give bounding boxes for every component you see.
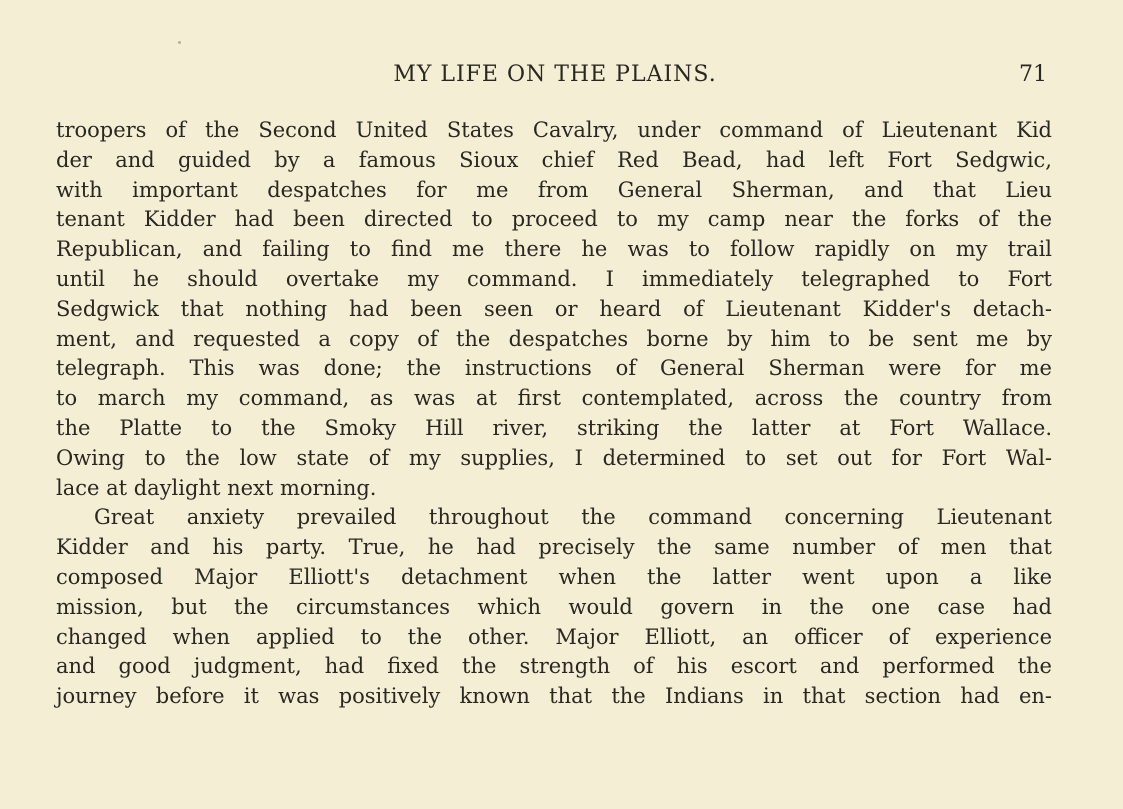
text-line: to march my command, as was at first contemplated, across the country from	[56, 386, 1052, 411]
paragraph	[56, 503, 1052, 712]
text-line: changed when applied to the other. Major Elliott, an officer of experience	[56, 624, 1052, 649]
text-line: Kidder and his party. True, he had precisely the same number of men that	[56, 535, 1052, 560]
text-line: lace at daylight next morning.	[56, 475, 377, 500]
text-line: with important despatches for me from General Sherman, and that Lieu	[56, 177, 1052, 202]
page-number: 71	[1019, 62, 1047, 87]
text-line: mission, but the circumstances which would govern in the one case had	[56, 594, 1052, 619]
text-line: and good judgment, had fixed the strength of his escort and performed the	[56, 654, 1052, 679]
text-line: telegraph. This was done; the instructions of General Sherman were for me	[56, 356, 1052, 381]
text-line: ment, and requested a copy of the despatches borne by him to be sent me by	[56, 326, 1052, 351]
text-line: journey before it was positively known that the Indians in that section had en-	[56, 684, 1052, 709]
text-line: composed Major Elliott's detachment when the latter went upon a like	[56, 564, 1052, 589]
text-line: tenant Kidder had been directed to proceed to my camp near the forks of the	[56, 207, 1052, 232]
ink-speck	[178, 41, 181, 44]
body-text	[56, 116, 1052, 712]
text-line: Owing to the low state of my supplies, I determined to set out for Fort Wal-	[56, 445, 1052, 470]
text-line: Republican, and failing to find me there he was to follow rapidly on my trail	[56, 237, 1052, 262]
page-header	[0, 60, 1123, 94]
text-line: troopers of the Second United States Cavalry, under command of Lieutenant Kid	[56, 118, 1052, 142]
running-head: MY LIFE ON THE PLAINS.	[393, 62, 717, 87]
text-line: Sedgwick that nothing had been seen or heard of Lieutenant Kidder's detach-	[56, 296, 1052, 321]
text-line: der and guided by a famous Sioux chief Red Bead, had left Fort Sedgwic,	[56, 147, 1052, 172]
paragraph	[56, 116, 1052, 503]
text-line: the Platte to the Smoky Hill river, striking the latter at Fort Wallace.	[56, 415, 1052, 440]
text-line: until he should overtake my command. I immediately telegraphed to Fort	[56, 266, 1052, 291]
text-line: Great anxiety prevailed throughout the command concerning Lieutenant	[94, 505, 1052, 530]
